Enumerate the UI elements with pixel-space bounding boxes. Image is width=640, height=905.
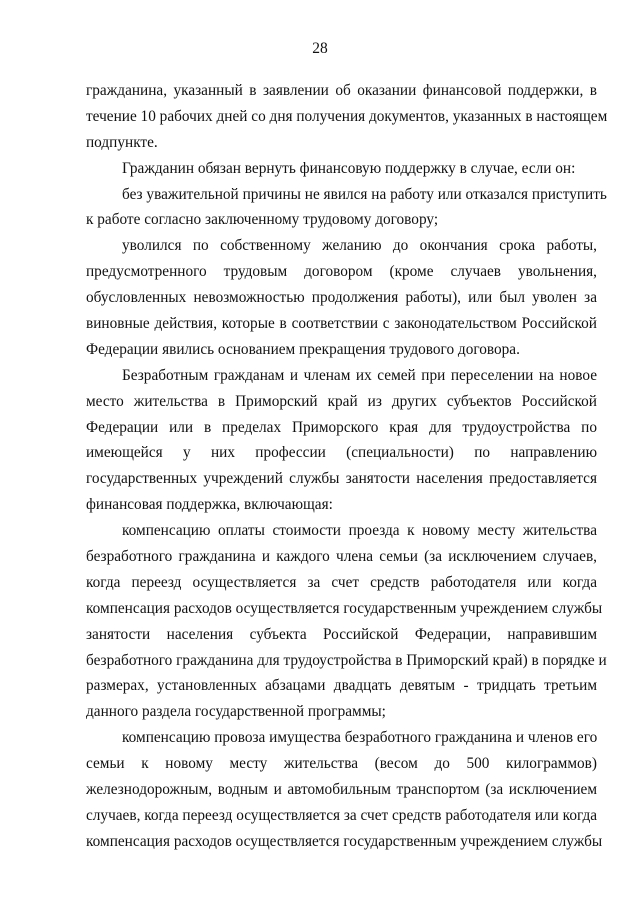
text-line: государственных учреждений службы занятости населения предоставляется: [86, 470, 597, 488]
text-line: Гражданин обязан вернуть финансовую поддержку в случае, если он:: [122, 159, 576, 177]
text-line: компенсацию оплаты стоимости проезда к новому месту жительства: [122, 522, 597, 540]
text-line: безработного гражданина и каждого члена семьи (за исключением случаев,: [86, 548, 597, 566]
text-line: железнодорожным, водным и автомобильным транспортом (за исключением: [86, 781, 597, 799]
text-line: финансовая поддержка, включающая:: [86, 496, 333, 514]
text-line: виновные действия, которые в соответствии с законодательством Российской: [86, 315, 597, 333]
text-line: имеющейся у них профессии (специальности) по направлению: [86, 444, 597, 462]
text-line: место жительства в Приморский край из других субъектов Российской: [86, 392, 597, 410]
text-line: случаев, когда переезд осуществляется за счет средств работодателя или когда: [86, 806, 598, 824]
text-line: без уважительной причины не явился на работу или отказался приступить: [122, 185, 607, 203]
text-line: предусмотренного трудовым договором (кроме случаев увольнения,: [86, 263, 597, 281]
text-line: компенсация расходов осуществляется государственным учреждением службы: [86, 832, 603, 850]
text-line: занятости населения субъекта Российской Федерации, направившим: [86, 625, 597, 643]
text-line: данного раздела государственной программы;: [86, 703, 386, 721]
document-body: [86, 78, 608, 855]
text-line: обусловленных невозможностью продолжения работы), или был уволен за: [86, 289, 597, 307]
text-line: Федерации или в пределах Приморского края для трудоустройства по: [86, 418, 597, 436]
text-line: безработного гражданина для трудоустройства в Приморский край) в порядке и: [86, 651, 607, 669]
text-line: к работе согласно заключенному трудовому договору;: [86, 211, 439, 229]
text-line: Федерации явились основанием прекращения трудового договора.: [86, 340, 520, 358]
text-line: уволился по собственному желанию до окончания срока работы,: [122, 237, 597, 255]
text-line: семьи к новому месту жительства (весом до 500 килограммов): [86, 755, 597, 773]
text-line: течение 10 рабочих дней со дня получения документов, указанных в настоящем: [86, 107, 608, 125]
page-number: 28: [312, 40, 328, 57]
text-line: Безработным гражданам и членам их семей при переселении на новое: [122, 366, 597, 384]
text-line: размерах, установленных абзацами двадцать девятым - тридцать третьим: [86, 677, 597, 695]
text-line: компенсацию провоза имущества безработного гражданина и членов его: [122, 729, 598, 747]
text-line: когда переезд осуществляется за счет средств работодателя или когда: [86, 573, 597, 591]
text-line: гражданина, указанный в заявлении об оказании финансовой поддержки, в: [86, 82, 597, 99]
text-line: подпункте.: [86, 133, 158, 151]
text-line: компенсация расходов осуществляется государственным учреждением службы: [86, 599, 603, 617]
